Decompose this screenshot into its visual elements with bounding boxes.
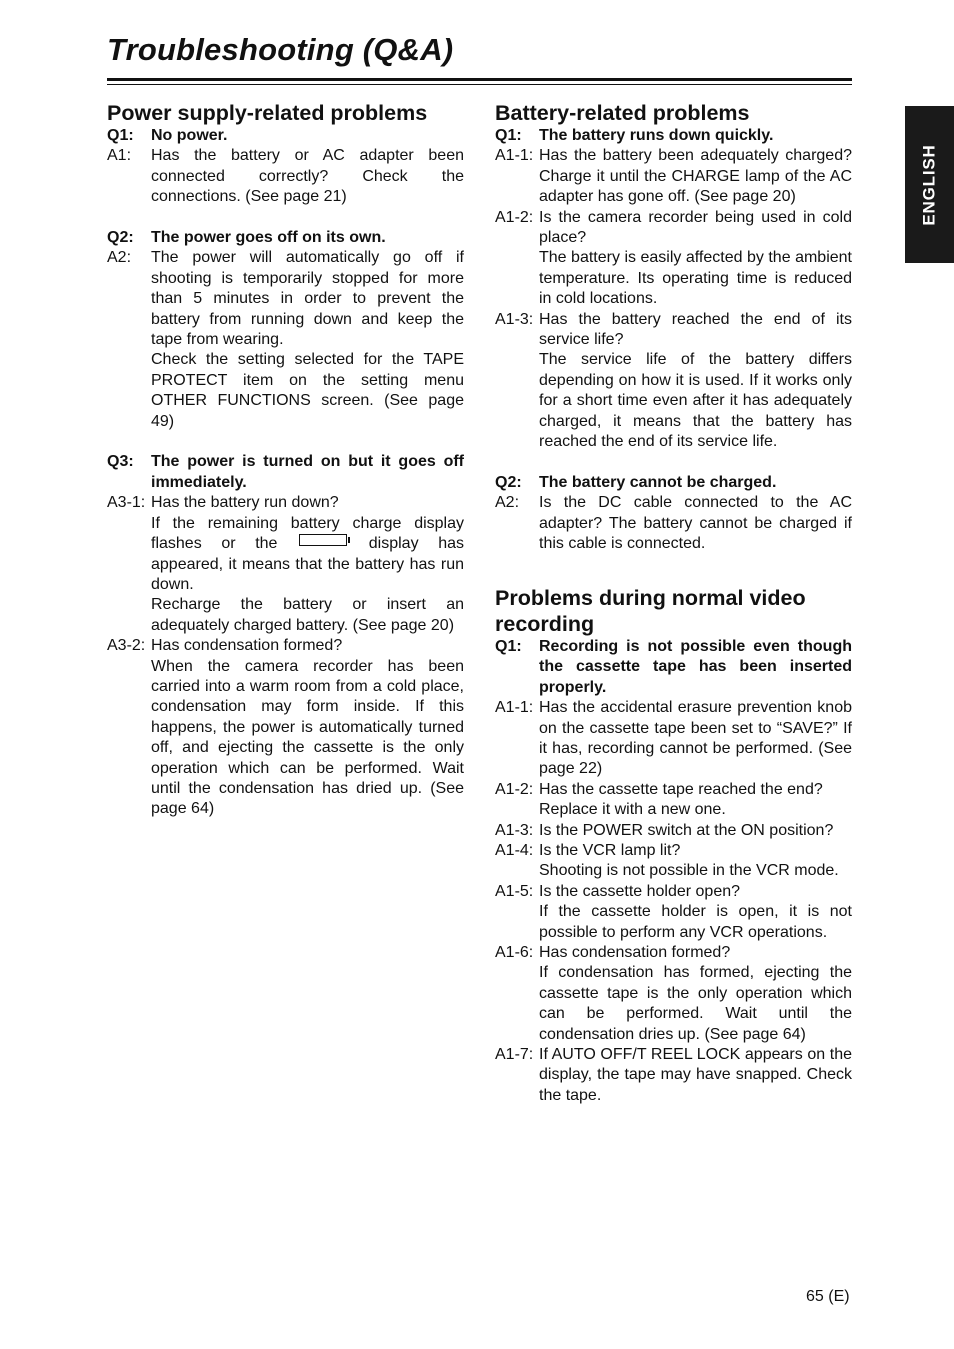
qa-text: No power. xyxy=(151,127,228,144)
page-title: Troubleshooting (Q&A) xyxy=(107,32,454,67)
battery-q2 xyxy=(495,473,852,493)
recording-q1 xyxy=(495,637,852,698)
power-a3-1-continuation xyxy=(151,514,464,596)
qa-text: The power is turned on but it goes off immediately. xyxy=(151,453,464,491)
qa-text: Has the battery reached the end of its service life? xyxy=(539,310,852,349)
qa-text: Recording is not possible even though the cassette tape has been inserted properly. xyxy=(539,637,852,696)
qa-text: Has the battery been adequately charged? Charge it until the CHARGE lamp of the AC adapter has gone off. (See page 20) xyxy=(539,147,852,206)
qa-text: The power will automatically go off if shooting is temporarily stopped for more than 5 minutes in order to prevent the battery from running down and keep the tape from wearing. xyxy=(151,249,464,349)
power-q3 xyxy=(107,452,464,493)
qa-label: A1-1: xyxy=(495,699,534,717)
qa-text: Is the POWER switch at the ON position? xyxy=(539,821,834,839)
power-q2 xyxy=(107,228,464,248)
qa-label: Q2: xyxy=(495,473,522,491)
power-a3-2 xyxy=(107,636,464,656)
battery-a1-2 xyxy=(495,208,852,249)
battery-q1 xyxy=(495,126,852,146)
power-q1 xyxy=(107,126,464,146)
recording-a1-6 xyxy=(495,943,852,963)
qa-label: Q2: xyxy=(107,229,134,247)
qa-label: A1-4: xyxy=(495,841,534,859)
power-a2 xyxy=(107,248,464,350)
qa-text: Has the accidental erasure prevention knob on the cassette tape been set to “SAVE?” If it has, recording cannot be performed. (See page 22) xyxy=(539,699,852,778)
battery-a2 xyxy=(495,493,852,554)
recording-a1-5-continuation: If the cassette holder is open, it is not possible to perform any VCR operations. xyxy=(539,903,852,941)
language-tab xyxy=(905,106,954,263)
qa-label: A1-2: xyxy=(495,780,534,798)
qa-label: A2: xyxy=(107,249,132,267)
battery-heading: Battery-related problems xyxy=(495,101,750,125)
battery-a1-2-continuation: The battery is easily affected by the ambient temperature. Its operating time is reduced in cold locations. xyxy=(539,249,852,308)
qa-label: A1-6: xyxy=(495,944,534,961)
power-a1 xyxy=(107,146,464,207)
left-column xyxy=(107,100,464,820)
recording-a1-5 xyxy=(495,882,852,902)
qa-label: A3-1: xyxy=(107,494,146,512)
qa-text: Has the battery run down? xyxy=(151,494,339,512)
qa-text: If AUTO OFF/T REEL LOCK appears on the display, the tape may have snapped. Check the tape. xyxy=(539,1046,852,1104)
qa-text: The power goes off on its own. xyxy=(151,229,386,247)
battery-a1-3-continuation: The service life of the battery differs depending on how it is used. If it works only for a short time even after it has adequately charged, it means that the battery has reached the end of its service life. xyxy=(539,351,852,451)
qa-label: A1-3: xyxy=(495,310,534,328)
qa-text: Is the cassette holder open? xyxy=(539,882,741,900)
qa-label: A1-3: xyxy=(495,821,534,839)
qa-label: A1: xyxy=(107,147,132,165)
power-a2-continuation: Check the setting selected for the TAPE PROTECT item on the setting menu OTHER FUNCTIONS screen. (See page 49) xyxy=(151,351,464,430)
qa-label: A1-2: xyxy=(495,208,534,226)
recording-a1-4-continuation: Shooting is not possible in the VCR mode. xyxy=(539,862,839,880)
qa-text: Has the battery or AC adapter been connected correctly? Check the connections. (See page 21) xyxy=(151,147,464,206)
battery-a1-1 xyxy=(495,146,852,207)
qa-text: Has condensation formed? xyxy=(539,944,731,961)
battery-a1-3 xyxy=(495,310,852,351)
power-a3-2-continuation: When the camera recorder has been carried into a warm room from a cold place, condensation may form inside. If this happens, the power is automatically turned off, and ejecting the cassette is the only operation which can be performed. Wait until the condensation has dried up. (See page 64) xyxy=(151,657,464,818)
qa-text: Has condensation formed? xyxy=(151,637,343,655)
qa-text: Is the VCR lamp lit? xyxy=(539,841,681,859)
qa-label: Q1: xyxy=(495,127,522,144)
recording-heading: Problems during normal video recording xyxy=(495,585,806,636)
qa-label: A3-2: xyxy=(107,637,146,655)
qa-text: The battery cannot be charged. xyxy=(539,473,777,491)
qa-label: Q3: xyxy=(107,453,134,471)
power-a3-1 xyxy=(107,493,464,513)
title-rule-thick xyxy=(107,78,852,81)
qa-label: A1-7: xyxy=(495,1046,534,1064)
qa-label: A1-1: xyxy=(495,147,534,165)
right-column xyxy=(495,100,852,1106)
qa-label: A2: xyxy=(495,494,520,512)
recording-a1-6-continuation: If condensation has formed, ejecting the cassette tape is the only operation which can be performed. Wait until the condensation dries up. (See page 64) xyxy=(539,964,852,1043)
power-heading: Power supply-related problems xyxy=(107,101,428,125)
qa-label: A1-5: xyxy=(495,882,534,900)
qa-label: Q1: xyxy=(107,127,134,144)
continuation-text-before: If the remaining battery charge display flashes or the xyxy=(151,514,464,553)
page-number: 65 (E) xyxy=(806,1288,850,1305)
recording-a1-3 xyxy=(495,821,852,841)
recording-a1-7 xyxy=(495,1045,852,1106)
recording-a1-1 xyxy=(495,698,852,780)
qa-text: The battery runs down quickly. xyxy=(539,127,774,144)
qa-text: Has the cassette tape reached the end? xyxy=(539,780,823,798)
language-tab-label: ENGLISH xyxy=(919,143,939,226)
battery-empty-icon xyxy=(299,534,347,546)
recording-a1-2 xyxy=(495,780,852,800)
recording-a1-4 xyxy=(495,841,852,861)
qa-text: Is the camera recorder being used in cold place? xyxy=(539,208,852,247)
power-a3-1-continuation-2: Recharge the battery or insert an adequately charged battery. (See page 20) xyxy=(151,596,464,634)
title-rule-thin xyxy=(107,84,852,85)
qa-text: Is the DC cable connected to the AC adapter? The battery cannot be charged if this cable is connected. xyxy=(539,494,852,553)
continuation-text-after: display has appeared, it means that the battery has run down. xyxy=(151,535,465,593)
qa-label: Q1: xyxy=(495,637,522,655)
recording-a1-2-continuation: Replace it with a new one. xyxy=(539,801,726,819)
